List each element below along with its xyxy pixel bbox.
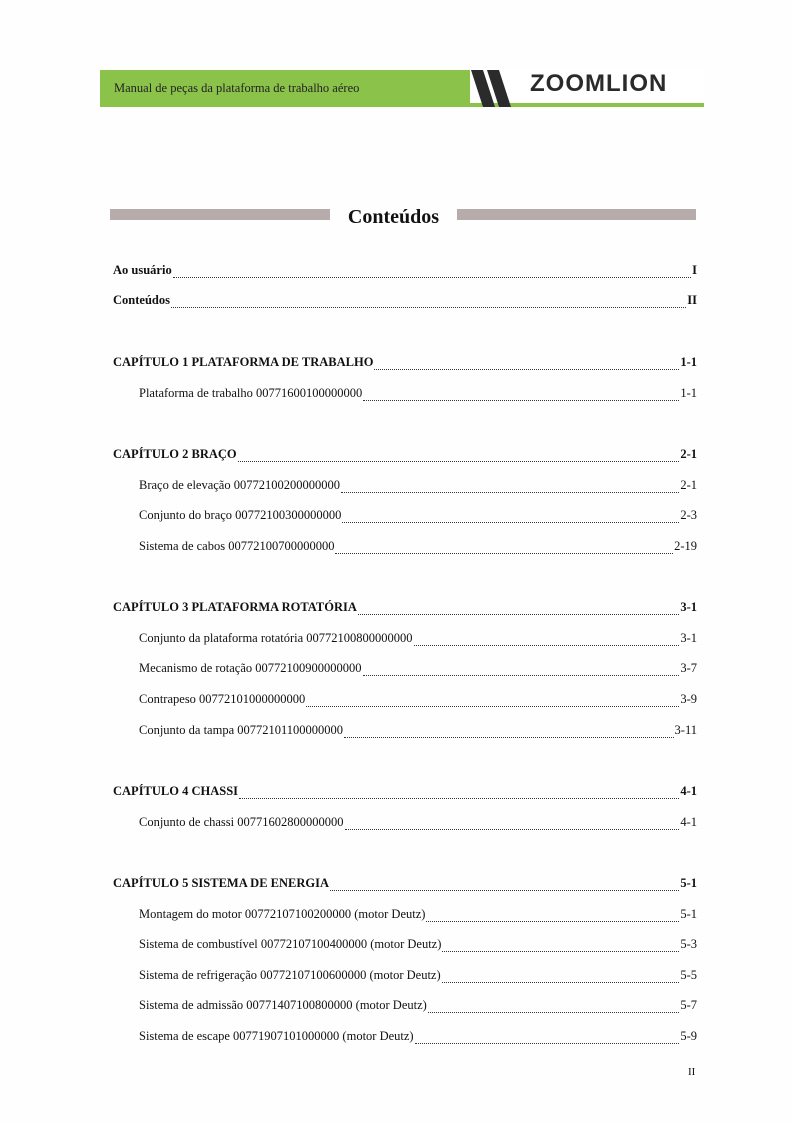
title-bar-right xyxy=(457,209,696,220)
toc-label: Sistema de admissão 00771407100800000 (motor Deutz) xyxy=(139,998,427,1012)
toc-item[interactable] xyxy=(139,1028,697,1044)
toc-item[interactable] xyxy=(139,967,697,983)
toc-chapter[interactable] xyxy=(113,354,697,370)
toc-item[interactable] xyxy=(139,630,697,646)
toc-item[interactable] xyxy=(139,814,697,830)
toc-page: 3-9 xyxy=(680,692,697,706)
toc-leader xyxy=(442,971,680,983)
toc-item[interactable] xyxy=(139,538,697,554)
toc-label: CAPÍTULO 4 CHASSI xyxy=(113,784,239,798)
title-bar-left xyxy=(110,209,330,220)
toc-page: 3-11 xyxy=(674,723,697,737)
brand-logo-text: ZOOMLION xyxy=(530,70,668,97)
toc-page: 2-3 xyxy=(680,508,697,522)
toc-leader xyxy=(238,450,680,462)
toc-page: 1-1 xyxy=(680,386,697,400)
toc-chapter[interactable] xyxy=(113,783,697,799)
page-header xyxy=(100,70,704,107)
toc-label: Plataforma de trabalho 00771600100000000 xyxy=(139,386,363,400)
toc-page: 1-1 xyxy=(680,355,697,369)
toc-leader xyxy=(415,1032,680,1044)
toc-leader xyxy=(342,511,679,523)
toc-leader xyxy=(171,296,686,308)
toc-leader xyxy=(345,818,680,830)
page-number: II xyxy=(688,1066,696,1078)
toc-entry-front[interactable] xyxy=(113,262,697,278)
toc-label: Conjunto da tampa 00772101100000000 xyxy=(139,723,344,737)
toc-item[interactable] xyxy=(139,936,697,952)
toc-label: Sistema de combustível 00772107100400000 (motor Deutz) xyxy=(139,937,442,951)
toc-chapter[interactable] xyxy=(113,446,697,462)
toc-page: 2-19 xyxy=(674,539,697,553)
toc-leader xyxy=(426,910,679,922)
toc-chapter[interactable] xyxy=(113,599,697,615)
toc-label: Conjunto do braço 00772100300000000 xyxy=(139,508,342,522)
toc-page: 5-1 xyxy=(680,876,697,890)
toc-leader xyxy=(330,879,679,891)
toc-leader xyxy=(341,481,679,493)
toc-label: Ao usuário xyxy=(113,263,172,277)
toc-leader xyxy=(442,940,679,952)
toc-item[interactable] xyxy=(139,997,697,1013)
toc-leader xyxy=(414,634,680,646)
toc-item[interactable] xyxy=(139,385,697,401)
toc-leader xyxy=(239,787,679,799)
toc-item[interactable] xyxy=(139,507,697,523)
toc-entry-front[interactable] xyxy=(113,292,697,308)
header-title: Manual de peças da plataforma de trabalho aéreo xyxy=(114,81,360,95)
toc-page: 4-1 xyxy=(680,815,697,829)
toc-label: Conjunto da plataforma rotatória 00772100800000000 xyxy=(139,631,413,645)
toc-label: Mecanismo de rotação 00772100900000000 xyxy=(139,661,362,675)
toc-page: 5-9 xyxy=(680,1029,697,1043)
toc-item[interactable] xyxy=(139,906,697,922)
toc-item[interactable] xyxy=(139,660,697,676)
toc-label: CAPÍTULO 1 PLATAFORMA DE TRABALHO xyxy=(113,355,374,369)
toc-page: 3-1 xyxy=(680,631,697,645)
toc-label: Conteúdos xyxy=(113,293,170,307)
toc-page: II xyxy=(687,293,697,307)
toc-leader xyxy=(428,1001,680,1013)
toc-page: 2-1 xyxy=(680,478,697,492)
toc-leader xyxy=(335,542,673,554)
toc-page: 5-5 xyxy=(680,968,697,982)
toc-item[interactable] xyxy=(139,477,697,493)
toc-label: Sistema de escape 00771907101000000 (motor Deutz) xyxy=(139,1029,414,1043)
toc-label: Montagem do motor 00772107100200000 (motor Deutz) xyxy=(139,907,426,921)
toc-label: Sistema de refrigeração 00772107100600000 (motor Deutz) xyxy=(139,968,441,982)
toc-item[interactable] xyxy=(139,691,697,707)
toc-page: 5-3 xyxy=(680,937,697,951)
toc-leader xyxy=(363,664,680,676)
toc-leader xyxy=(344,726,674,738)
toc-item[interactable] xyxy=(139,722,697,738)
toc-chapter[interactable] xyxy=(113,875,697,891)
toc-page: 3-1 xyxy=(680,600,697,614)
toc-page: 4-1 xyxy=(680,784,697,798)
toc-label: Braço de elevação 00772100200000000 xyxy=(139,478,340,492)
toc-page: 2-1 xyxy=(680,447,697,461)
toc-label: Conjunto de chassi 00771602800000000 xyxy=(139,815,344,829)
toc-page: 5-7 xyxy=(680,998,697,1012)
toc-label: CAPÍTULO 3 PLATAFORMA ROTATÓRIA xyxy=(113,600,357,614)
page-title: Conteúdos xyxy=(347,206,440,228)
toc-leader xyxy=(374,358,679,370)
toc-page: 5-1 xyxy=(680,907,697,921)
toc-label: CAPÍTULO 2 BRAÇO xyxy=(113,447,237,461)
toc-label: Contrapeso 00772101000000000 xyxy=(139,692,306,706)
toc-leader xyxy=(306,695,679,707)
toc-leader xyxy=(173,266,691,278)
toc-leader xyxy=(363,389,679,401)
toc-label: Sistema de cabos 00772100700000000 xyxy=(139,539,335,553)
toc-leader xyxy=(358,603,679,615)
toc-page: I xyxy=(692,263,697,277)
toc-label: CAPÍTULO 5 SISTEMA DE ENERGIA xyxy=(113,876,330,890)
toc-page: 3-7 xyxy=(680,661,697,675)
